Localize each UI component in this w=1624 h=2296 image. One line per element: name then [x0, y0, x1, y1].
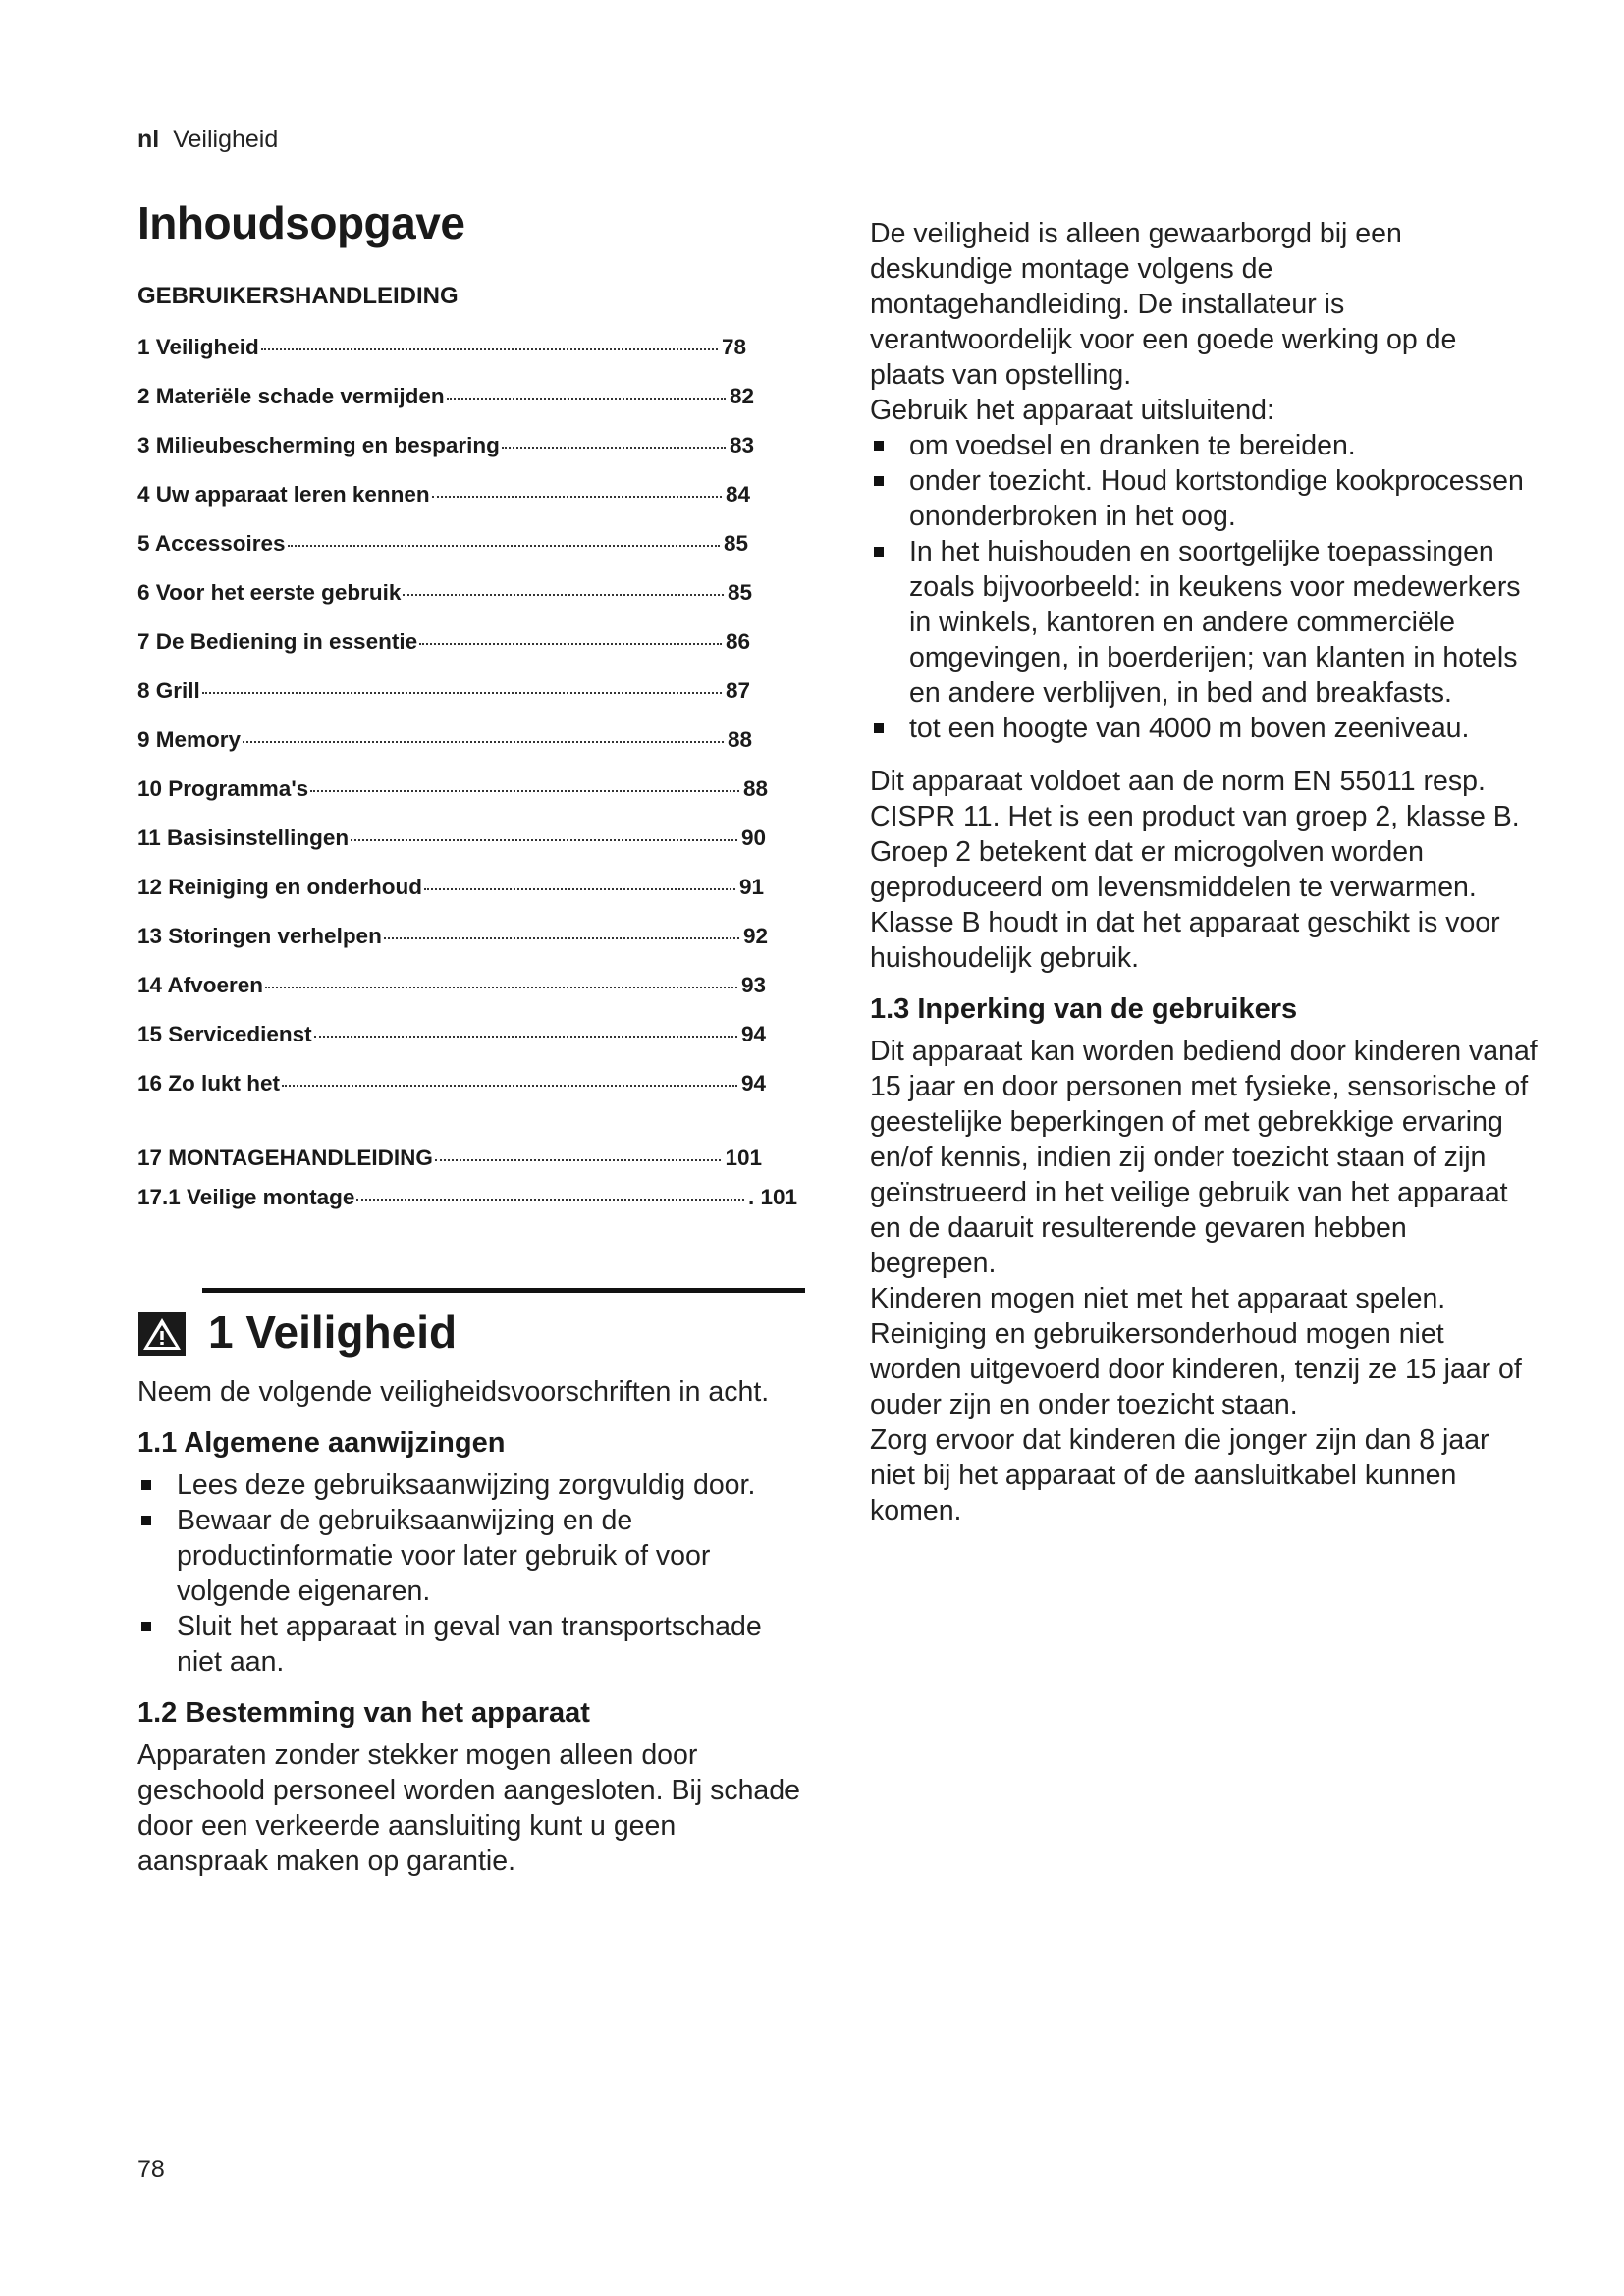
toc-leader: [310, 789, 739, 792]
list-item: Sluit het apparaat in geval van transportschade niet aan.: [137, 1609, 805, 1680]
list-item: In het huishouden en soortgelijke toepassingen zoals bijvoorbeeld: in keukens voor medewerkers in winkels, kantoren en andere commerciële omgevingen, in boerderijen; van klanten in hotels en andere verblijven, in bed and breakfasts.: [870, 534, 1538, 711]
chapter-title: 1 Veiligheid: [208, 1307, 458, 1358]
toc-leader: [432, 495, 722, 498]
toc-entry-page: 85: [727, 580, 752, 605]
toc-entry-page: 87: [725, 678, 750, 703]
list-item: onder toezicht. Houd kortstondige kookprocessen ononderbroken in het oog.: [870, 463, 1538, 534]
toc-entry[interactable]: [137, 432, 754, 459]
toc-leader: [261, 347, 718, 350]
toc-entry-label: 10 Programma's: [137, 776, 309, 801]
paragraph: Dit apparaat voldoet aan de norm EN 55011 resp. CISPR 11. Het is een product van groep 2, klasse B. Groep 2 betekent dat er microgolven worden geproduceerd om levensmiddelen te verwarmen. Klasse B houdt in dat het apparaat geschikt is voor huishoudelijk gebruik.: [870, 766, 1520, 974]
section-heading-1-1: 1.1 Algemene aanwijzingen: [137, 1427, 506, 1459]
toc-entry-page: 101: [725, 1146, 762, 1170]
chapter-heading: [137, 1288, 805, 1366]
toc-entry-label: 11 Basisinstellingen: [137, 826, 350, 850]
toc-title: Inhoudsopgave: [137, 197, 465, 248]
toc-entry-page: 94: [740, 1022, 766, 1046]
chapter-rule: [202, 1288, 805, 1293]
toc-leader: [282, 1084, 737, 1087]
toc-entry[interactable]: [137, 972, 766, 999]
toc-entry-page: 83: [729, 433, 754, 457]
toc-entry-page: 88: [727, 727, 752, 752]
general-instructions-list: [137, 1468, 805, 1680]
toc-entry-label: 12 Reiniging en onderhoud: [137, 875, 423, 899]
intended-use-list: [870, 428, 1538, 746]
toc-entry-label: 8 Grill: [137, 678, 200, 703]
list-item: om voedsel en dranken te bereiden.: [870, 428, 1538, 463]
toc-entry-label: 13 Storingen verhelpen: [137, 924, 382, 948]
toc-leader: [403, 593, 724, 596]
paragraph: Reiniging en gebruikersonderhoud mogen niet worden uitgevoerd door kinderen, tenzij ze 15 jaar of ouder zijn en onder toezicht staan.: [870, 1318, 1522, 1420]
toc-leader: [384, 936, 739, 939]
toc-entry[interactable]: [137, 1070, 766, 1097]
toc-entry[interactable]: [137, 825, 766, 852]
toc-entry[interactable]: [137, 775, 768, 803]
toc-entry-page: 90: [740, 826, 766, 850]
toc-list: [137, 334, 805, 1211]
paragraph: Gebruik het apparaat uitsluitend:: [870, 395, 1274, 426]
toc-entry[interactable]: [137, 1184, 797, 1211]
toc-entry-label: 5 Accessoires: [137, 531, 286, 556]
right-column: [870, 216, 1538, 1528]
toc-entry[interactable]: [137, 874, 764, 901]
toc-entry-label: 16 Zo lukt het: [137, 1071, 281, 1095]
toc-leader: [435, 1158, 722, 1161]
toc-entry-page: 84: [725, 482, 750, 507]
toc-entry-page: . 101: [747, 1185, 797, 1209]
toc-entry-label: 2 Materiële schade vermijden: [137, 384, 445, 408]
toc-entry-label: 17.1 Veilige montage: [137, 1185, 355, 1209]
toc-entry-page: 91: [738, 875, 764, 899]
toc-entry-page: 78: [721, 335, 746, 359]
toc-entry[interactable]: [137, 628, 750, 656]
toc-leader: [265, 986, 737, 988]
toc-entry[interactable]: [137, 481, 750, 508]
toc-leader: [419, 642, 722, 645]
list-item: Bewaar de gebruiksaanwijzing en de productinformatie voor later gebruik of voor volgende eigenaren.: [137, 1503, 805, 1609]
toc-entry-page: 88: [742, 776, 768, 801]
header-section: Veiligheid: [173, 126, 279, 153]
toc-entry-page: 86: [725, 629, 750, 654]
toc-subtitle: GEBRUIKERSHANDLEIDING: [137, 283, 459, 309]
left-column: [137, 196, 805, 1879]
toc-entry[interactable]: [137, 334, 746, 361]
toc-entry-page: 94: [740, 1071, 766, 1095]
section-heading-1-3: 1.3 Inperking van de gebruikers: [870, 993, 1298, 1025]
toc-entry-label: 17 MONTAGEHANDLEIDING: [137, 1146, 433, 1170]
toc-leader: [202, 691, 722, 694]
toc-entry[interactable]: [137, 579, 752, 607]
toc-entry[interactable]: [137, 923, 768, 950]
toc-leader: [424, 887, 735, 890]
toc-entry-label: 6 Voor het eerste gebruik: [137, 580, 402, 605]
list-item: Lees deze gebruiksaanwijzing zorgvuldig door.: [137, 1468, 805, 1503]
paragraph: Zorg ervoor dat kinderen die jonger zijn dan 8 jaar niet bij het apparaat of de aansluitkabel kunnen komen.: [870, 1424, 1489, 1526]
toc-leader: [356, 1198, 744, 1201]
toc-entry-page: 93: [740, 973, 766, 997]
toc-leader: [447, 397, 726, 400]
section-heading-1-2: 1.2 Bestemming van het apparaat: [137, 1697, 590, 1729]
toc-entry[interactable]: [137, 1145, 762, 1172]
toc-entry[interactable]: [137, 530, 748, 558]
toc-entry-page: 85: [723, 531, 748, 556]
toc-entry-label: 1 Veiligheid: [137, 335, 259, 359]
toc-entry[interactable]: [137, 383, 754, 410]
toc-entry-label: 14 Afvoeren: [137, 973, 263, 997]
toc-leader: [502, 446, 726, 449]
page-number: 78: [137, 2156, 165, 2183]
page-header: [137, 126, 278, 154]
toc-entry[interactable]: [137, 726, 752, 754]
paragraph: Dit apparaat kan worden bediend door kinderen vanaf 15 jaar en door personen met fysieke, sensorische of geestelijke beperkingen of met gebrekkige ervaring en/of kennis, indien zij onder toezicht staan of zijn geïnstrueerd in het veilige gebruik van het apparaat en de daaruit resulterende gevaren hebben begrepen.: [870, 1036, 1538, 1279]
paragraph: Apparaten zonder stekker mogen alleen door geschoold personeel worden aangesloten. Bij schade door een verkeerde aansluiting kunt u geen aanspraak maken op garantie.: [137, 1739, 800, 1877]
toc-entry-page: 92: [742, 924, 768, 948]
toc-entry-label: 4 Uw apparaat leren kennen: [137, 482, 430, 507]
toc-leader: [351, 838, 737, 841]
language-code: nl: [137, 126, 160, 153]
toc-entry-label: 7 De Bediening in essentie: [137, 629, 418, 654]
list-item: tot een hoogte van 4000 m boven zeeniveau.: [870, 711, 1538, 746]
toc-entry[interactable]: [137, 1021, 766, 1048]
toc-entry-label: 15 Servicedienst: [137, 1022, 312, 1046]
toc-entry[interactable]: [137, 677, 750, 705]
chapter-intro: Neem de volgende veiligheidsvoorschriften in acht.: [137, 1376, 770, 1408]
toc-leader: [243, 740, 724, 743]
toc-entry-label: 9 Memory: [137, 727, 242, 752]
toc-entry-label: 3 Milieubescherming en besparing: [137, 433, 500, 457]
warning-icon: [137, 1311, 187, 1357]
paragraph: De veiligheid is alleen gewaarborgd bij een deskundige montage volgens de montagehandleiding. De installateur is verantwoordelijk voor een goede werking op de plaats van opstelling.: [870, 218, 1457, 391]
toc-entry-page: 82: [729, 384, 754, 408]
toc-leader: [288, 544, 720, 547]
toc-leader: [314, 1035, 737, 1038]
paragraph: Kinderen mogen niet met het apparaat spelen.: [870, 1283, 1446, 1314]
